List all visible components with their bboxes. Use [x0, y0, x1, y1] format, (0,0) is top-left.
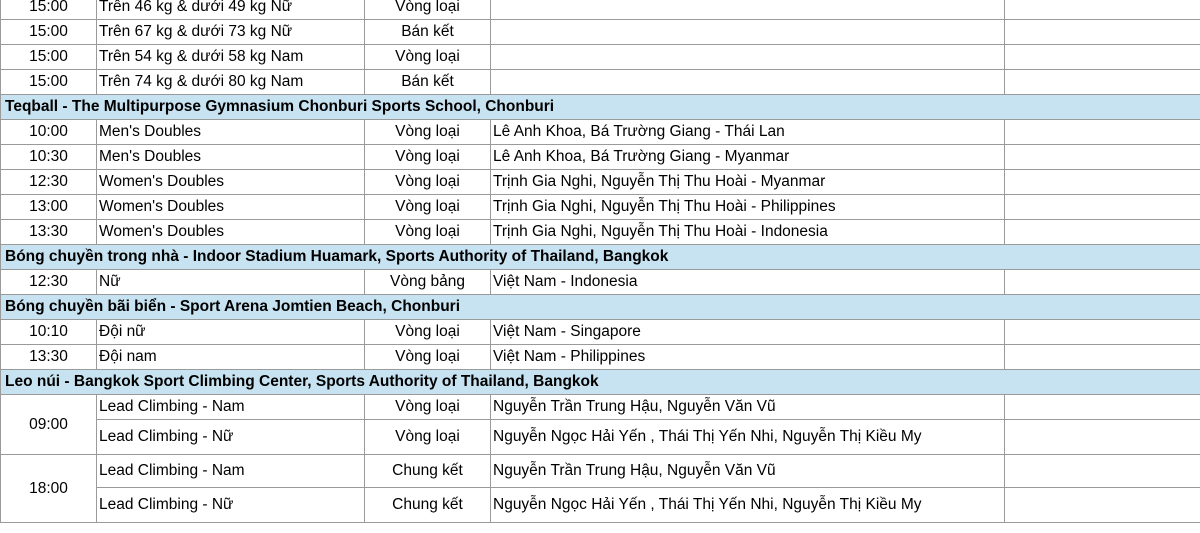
schedule-row: [1, 0, 1200, 20]
notes-cell: [1005, 195, 1200, 220]
schedule-body: [1, 0, 1200, 523]
notes-cell: [1005, 270, 1200, 295]
teams-cell: Nguyễn Trần Trung Hậu, Nguyễn Văn Vũ: [491, 455, 1005, 488]
time-cell: 15:00: [1, 0, 97, 20]
schedule-row: [1, 195, 1200, 220]
round-cell: Vòng loại: [365, 120, 491, 145]
schedule-row: [1, 488, 1200, 523]
notes-cell: [1005, 488, 1200, 523]
notes-cell: [1005, 20, 1200, 45]
teams-cell: Trịnh Gia Nghi, Nguyễn Thị Thu Hoài - Philippines: [491, 195, 1005, 220]
notes-cell: [1005, 455, 1200, 488]
round-cell: Vòng loại: [365, 45, 491, 70]
round-cell: Vòng loại: [365, 195, 491, 220]
round-cell: Vòng loại: [365, 0, 491, 20]
notes-cell: [1005, 120, 1200, 145]
section-header-row: [1, 370, 1200, 395]
round-cell: Vòng loại: [365, 320, 491, 345]
round-cell: Vòng bảng: [365, 270, 491, 295]
event-cell: Lead Climbing - Nam: [97, 455, 365, 488]
schedule-row: [1, 220, 1200, 245]
schedule-row: [1, 455, 1200, 488]
section-header-row: [1, 245, 1200, 270]
time-cell: 09:00: [1, 395, 97, 455]
schedule-row: [1, 145, 1200, 170]
time-cell: 18:00: [1, 455, 97, 523]
notes-cell: [1005, 45, 1200, 70]
schedule-row: [1, 345, 1200, 370]
time-cell: 13:00: [1, 195, 97, 220]
event-cell: Đội nam: [97, 345, 365, 370]
teams-cell: Lê Anh Khoa, Bá Trường Giang - Thái Lan: [491, 120, 1005, 145]
event-cell: Lead Climbing - Nam: [97, 395, 365, 420]
round-cell: Vòng loại: [365, 170, 491, 195]
event-cell: Lead Climbing - Nữ: [97, 420, 365, 455]
section-title: Bóng chuyền bãi biển - Sport Arena Jomtien Beach, Chonburi: [1, 295, 1200, 320]
event-cell: Trên 67 kg & dưới 73 kg Nữ: [97, 20, 365, 45]
event-cell: Women's Doubles: [97, 170, 365, 195]
round-cell: Vòng loại: [365, 420, 491, 455]
round-cell: Chung kết: [365, 488, 491, 523]
event-cell: Men's Doubles: [97, 120, 365, 145]
notes-cell: [1005, 220, 1200, 245]
round-cell: Vòng loại: [365, 145, 491, 170]
time-cell: 15:00: [1, 45, 97, 70]
section-header-row: [1, 295, 1200, 320]
event-cell: Trên 54 kg & dưới 58 kg Nam: [97, 45, 365, 70]
teams-cell: Nguyễn Ngọc Hải Yến , Thái Thị Yến Nhi, Nguyễn Thị Kiều My: [491, 420, 1005, 455]
section-title: Teqball - The Multipurpose Gymnasium Chonburi Sports School, Chonburi: [1, 95, 1200, 120]
time-cell: 10:30: [1, 145, 97, 170]
teams-cell: [491, 20, 1005, 45]
schedule-row: [1, 120, 1200, 145]
schedule-row: [1, 395, 1200, 420]
notes-cell: [1005, 420, 1200, 455]
teams-cell: Trịnh Gia Nghi, Nguyễn Thị Thu Hoài - Myanmar: [491, 170, 1005, 195]
time-cell: 12:30: [1, 170, 97, 195]
teams-cell: Lê Anh Khoa, Bá Trường Giang - Myanmar: [491, 145, 1005, 170]
schedule-row: [1, 170, 1200, 195]
teams-cell: Nguyễn Ngọc Hải Yến , Thái Thị Yến Nhi, Nguyễn Thị Kiều My: [491, 488, 1005, 523]
schedule-row: [1, 45, 1200, 70]
event-cell: Lead Climbing - Nữ: [97, 488, 365, 523]
section-header-row: [1, 95, 1200, 120]
event-cell: Women's Doubles: [97, 220, 365, 245]
event-cell: Trên 46 kg & dưới 49 kg Nữ: [97, 0, 365, 20]
round-cell: Bán kết: [365, 70, 491, 95]
notes-cell: [1005, 170, 1200, 195]
time-cell: 10:10: [1, 320, 97, 345]
time-cell: 15:00: [1, 20, 97, 45]
teams-cell: Trịnh Gia Nghi, Nguyễn Thị Thu Hoài - Indonesia: [491, 220, 1005, 245]
event-cell: Trên 74 kg & dưới 80 kg Nam: [97, 70, 365, 95]
round-cell: Vòng loại: [365, 220, 491, 245]
teams-cell: Việt Nam - Singapore: [491, 320, 1005, 345]
notes-cell: [1005, 145, 1200, 170]
round-cell: Vòng loại: [365, 345, 491, 370]
notes-cell: [1005, 345, 1200, 370]
section-title: Leo núi - Bangkok Sport Climbing Center, Sports Authority of Thailand, Bangkok: [1, 370, 1200, 395]
teams-cell: [491, 70, 1005, 95]
teams-cell: Việt Nam - Philippines: [491, 345, 1005, 370]
schedule-row: [1, 70, 1200, 95]
notes-cell: [1005, 395, 1200, 420]
notes-cell: [1005, 320, 1200, 345]
teams-cell: Nguyễn Trần Trung Hậu, Nguyễn Văn Vũ: [491, 395, 1005, 420]
teams-cell: Việt Nam - Indonesia: [491, 270, 1005, 295]
schedule-row: [1, 320, 1200, 345]
notes-cell: [1005, 0, 1200, 20]
time-cell: 13:30: [1, 345, 97, 370]
event-cell: Nữ: [97, 270, 365, 295]
event-cell: Đội nữ: [97, 320, 365, 345]
teams-cell: [491, 0, 1005, 20]
round-cell: Vòng loại: [365, 395, 491, 420]
schedule-row: [1, 20, 1200, 45]
time-cell: 12:30: [1, 270, 97, 295]
time-cell: 13:30: [1, 220, 97, 245]
time-cell: 15:00: [1, 70, 97, 95]
round-cell: Chung kết: [365, 455, 491, 488]
teams-cell: [491, 45, 1005, 70]
notes-cell: [1005, 70, 1200, 95]
schedule-row: [1, 420, 1200, 455]
section-title: Bóng chuyền trong nhà - Indoor Stadium Huamark, Sports Authority of Thailand, Bangkok: [1, 245, 1200, 270]
time-cell: 10:00: [1, 120, 97, 145]
event-cell: Women's Doubles: [97, 195, 365, 220]
round-cell: Bán kết: [365, 20, 491, 45]
schedule-row: [1, 270, 1200, 295]
event-cell: Men's Doubles: [97, 145, 365, 170]
